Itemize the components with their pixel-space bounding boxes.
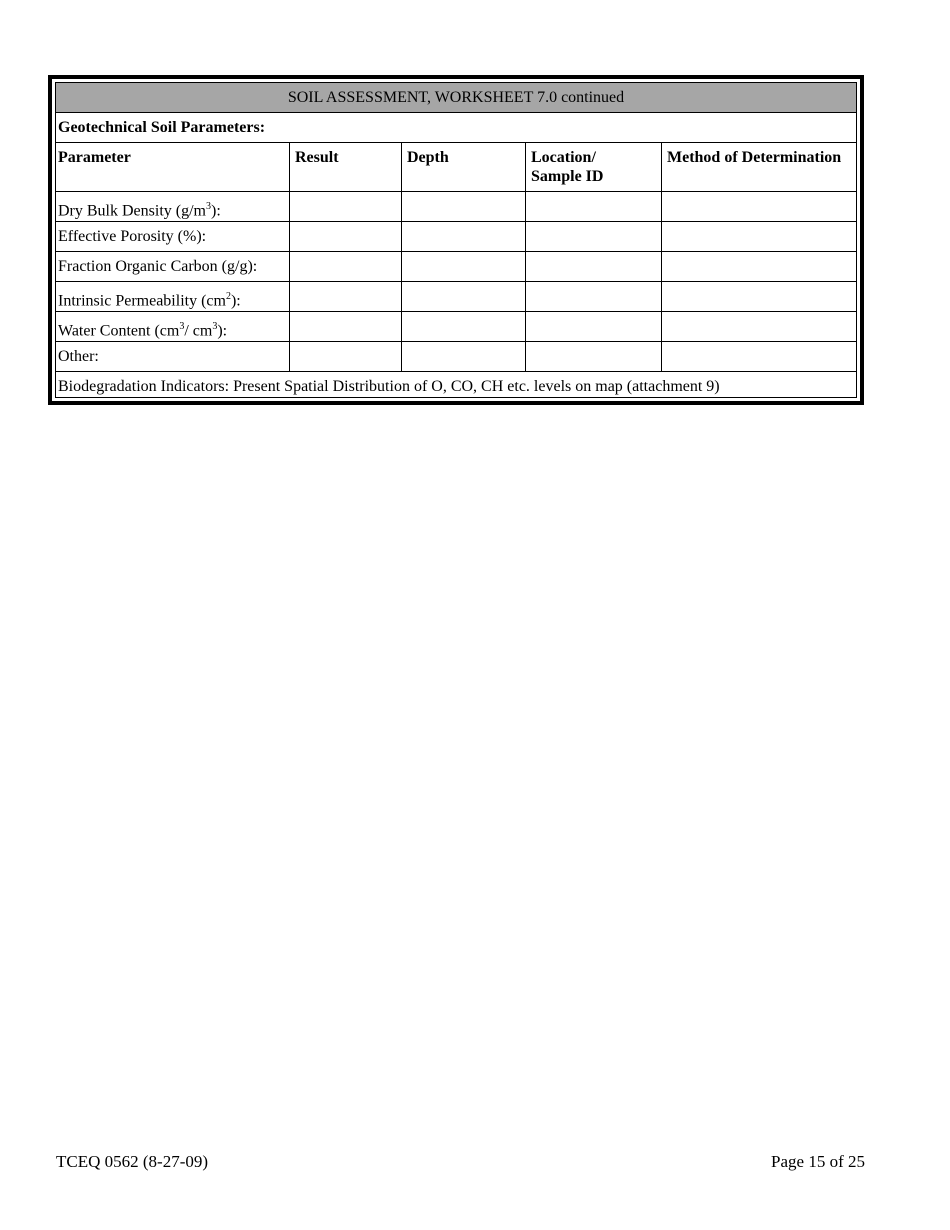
column-header-parameter: Parameter: [58, 149, 131, 166]
depth-cell[interactable]: [402, 252, 525, 281]
column-header-method: Method of Determination: [667, 149, 842, 166]
result-cell[interactable]: [290, 282, 401, 311]
column-header-depth: Depth: [407, 149, 449, 166]
section-heading: Geotechnical Soil Parameters:: [58, 119, 266, 136]
row-label-fraction-organic-carbon: Fraction Organic Carbon (g/g):: [58, 258, 258, 275]
depth-cell[interactable]: [402, 222, 525, 251]
location-cell[interactable]: [526, 222, 661, 251]
form-id: TCEQ 0562 (8-27-09): [56, 1152, 209, 1171]
page-number: Page 15 of 25: [771, 1152, 865, 1171]
row-label-dry-bulk-density: Dry Bulk Density $(g/m^3)$:: [58, 201, 221, 220]
column-header-sample-id: Sample ID: [531, 168, 604, 185]
method-cell[interactable]: [662, 282, 862, 311]
result-cell[interactable]: [290, 252, 401, 281]
biodegradation-note: Biodegradation Indicators: Present Spatial Distribution of O, CO, CH etc. levels on map (attachment 9): [58, 378, 720, 395]
method-cell[interactable]: [662, 252, 862, 281]
method-cell[interactable]: [662, 192, 862, 221]
method-cell[interactable]: [662, 312, 862, 341]
method-cell[interactable]: [662, 222, 862, 251]
row-label-intrinsic-permeability: Intrinsic Permeability $(cm^2)$:: [58, 291, 241, 310]
location-cell[interactable]: [526, 282, 661, 311]
worksheet-table-inner: [55, 82, 857, 398]
method-cell[interactable]: [662, 342, 862, 371]
column-header-result: Result: [295, 149, 339, 166]
depth-cell[interactable]: [402, 342, 525, 371]
location-cell[interactable]: [526, 342, 661, 371]
column-header-location: Location/: [531, 149, 596, 166]
result-cell[interactable]: [290, 192, 401, 221]
row-label-effective-porosity: Effective Porosity (%):: [58, 228, 207, 245]
location-cell[interactable]: [526, 192, 661, 221]
location-cell[interactable]: [526, 252, 661, 281]
row-label-water-content: Water Content ($cm^3/$ $cm^3$):: [58, 321, 228, 340]
depth-cell[interactable]: [402, 192, 525, 221]
depth-cell[interactable]: [402, 312, 525, 341]
depth-cell[interactable]: [402, 282, 525, 311]
worksheet-title: SOIL ASSESSMENT, WORKSHEET 7.0 continued: [56, 83, 856, 112]
location-cell[interactable]: [526, 312, 661, 341]
result-cell[interactable]: [290, 222, 401, 251]
worksheet-table: [48, 75, 864, 405]
result-cell[interactable]: [290, 312, 401, 341]
row-label-other: Other:: [58, 348, 99, 365]
result-cell[interactable]: [290, 342, 401, 371]
